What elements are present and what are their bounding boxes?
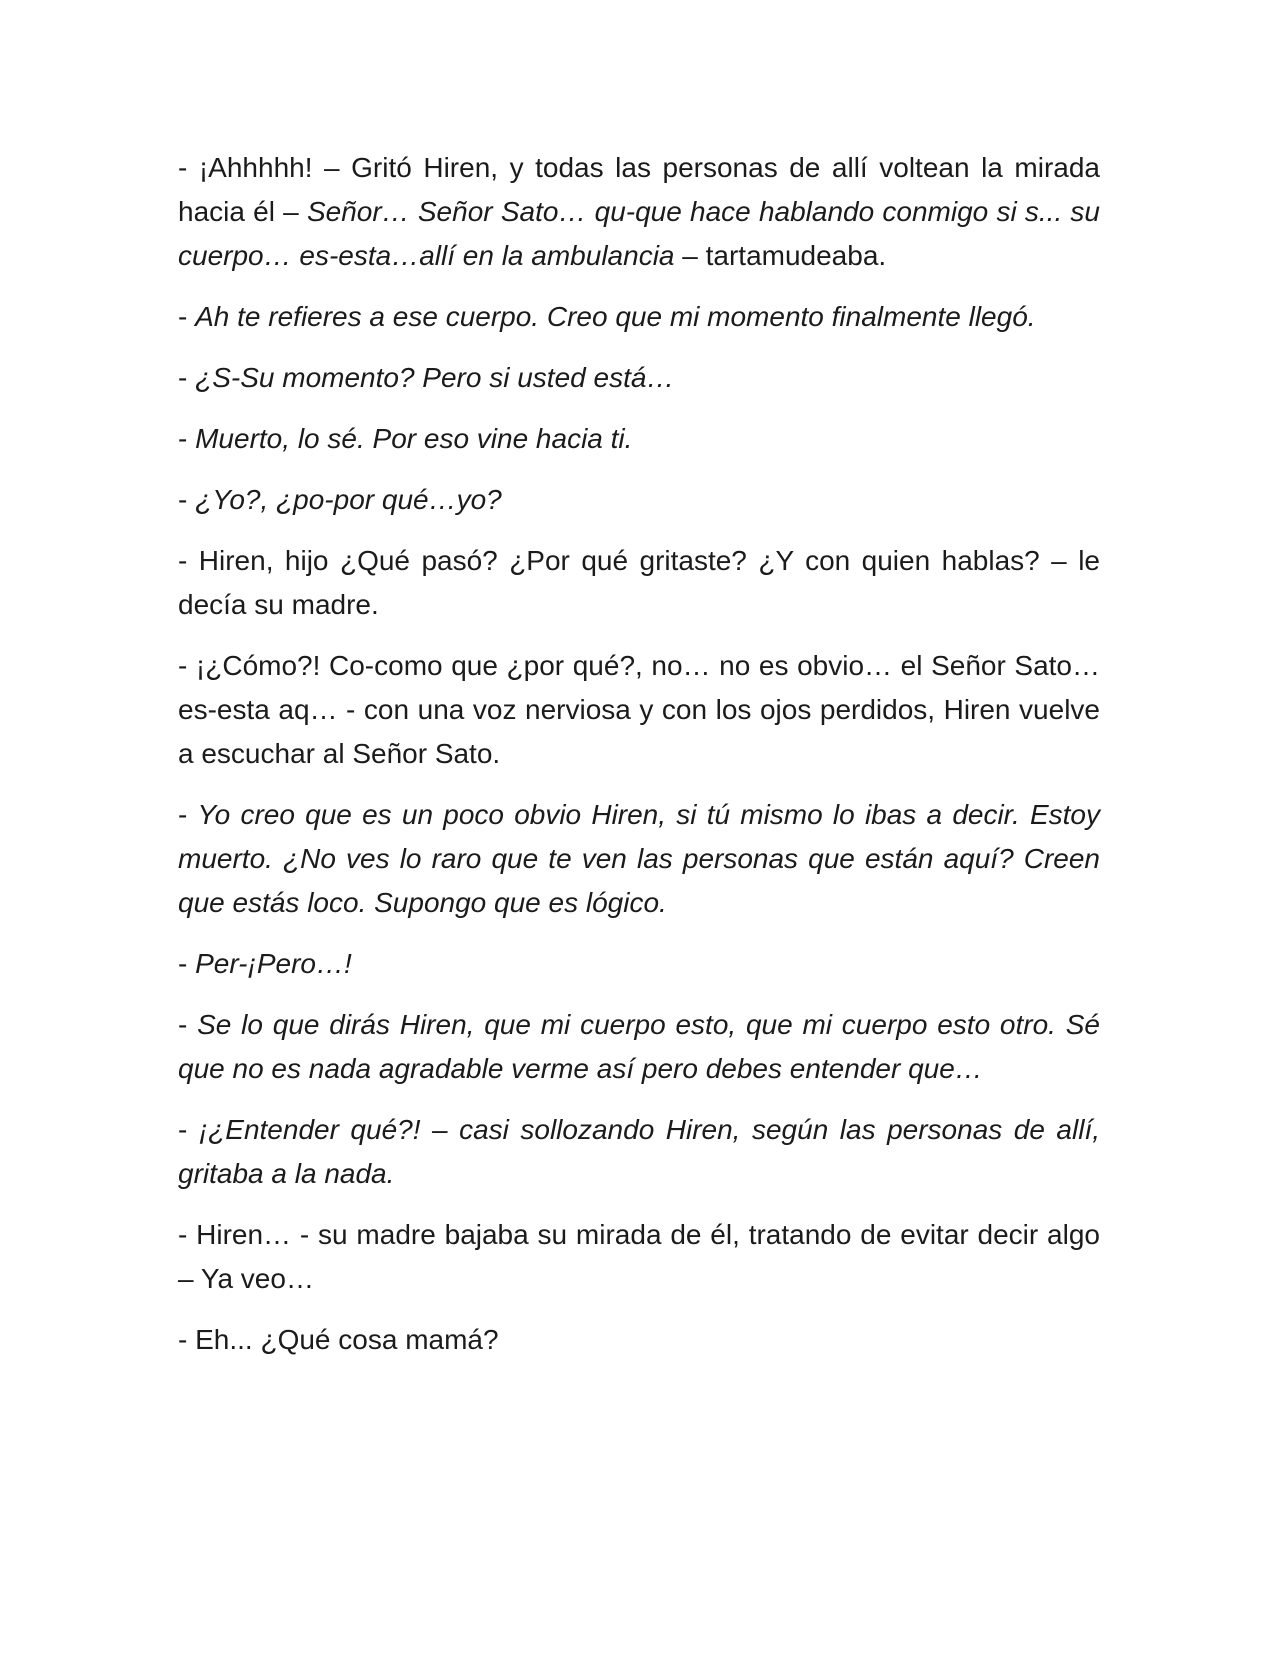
paragraph-9: [178, 942, 1100, 986]
paragraph-text-italic: ¿Yo?, ¿po-por qué…yo?: [195, 484, 502, 515]
paragraph-text: - ¡Ahhhhh! – Gritó Hiren, y todas las personas de allí voltean la mirada hacia él –: [178, 152, 1100, 227]
paragraph-text: – tartamudeaba.: [674, 240, 887, 271]
paragraph-text: -: [178, 1114, 199, 1145]
paragraph-text-italic: Se lo que dirás Hiren, que mi cuerpo esto, que mi cuerpo esto otro. Sé que no es nada agradable verme así pero debes entender que…: [178, 1009, 1100, 1084]
paragraph-text-italic: Ah te refieres a ese cuerpo. Creo que mi momento finalmente llegó.: [195, 301, 1036, 332]
paragraph-text-italic: ¿S-Su momento? Pero si usted está…: [195, 362, 675, 393]
paragraph-text: -: [178, 362, 196, 393]
paragraph-text-italic: Señor… Señor Sato… qu-que hace hablando conmigo si s... su cuerpo… es-esta…allí en la ambulancia: [178, 196, 1101, 271]
paragraph-6: [178, 539, 1100, 627]
paragraph-text-italic: Per-¡Pero…!: [195, 948, 352, 979]
paragraph-1: [178, 146, 1100, 278]
paragraph-8: [178, 793, 1100, 925]
paragraph-text: - Hiren, hijo ¿Qué pasó? ¿Por qué gritaste? ¿Y con quien hablas? – le decía su madre.: [178, 545, 1100, 620]
paragraph-5: [178, 478, 1100, 522]
paragraph-text-italic: Muerto, lo sé. Por eso vine hacia ti.: [195, 423, 633, 454]
paragraph-text: -: [178, 799, 198, 830]
paragraph-text: -: [178, 484, 196, 515]
paragraph-text: -: [178, 301, 196, 332]
paragraph-7: [178, 644, 1100, 776]
paragraph-text-italic: Yo creo que es un poco obvio Hiren, si tú mismo lo ibas a decir. Estoy muerto. ¿No ves lo raro que te ven las personas que están aquí? Creen que estás loco. Supongo que es lógico.: [178, 799, 1100, 918]
paragraph-3: [178, 356, 1100, 400]
paragraph-text: - Eh... ¿Qué cosa mamá?: [178, 1324, 499, 1355]
paragraph-10: [178, 1003, 1100, 1091]
paragraph-text-italic: ¡¿Entender qué?! – casi sollozando Hiren, según las personas de allí, gritaba a la nada.: [178, 1114, 1101, 1189]
paragraph-11: [178, 1108, 1100, 1196]
paragraph-text: -: [178, 1009, 198, 1040]
paragraph-12: [178, 1213, 1100, 1301]
document-page: [178, 146, 1100, 1379]
paragraph-text: -: [178, 423, 196, 454]
paragraph-13: [178, 1318, 1100, 1362]
paragraph-text: - ¡¿Cómo?! Co-como que ¿por qué?, no… no es obvio… el Señor Sato… es-esta aq… - con una voz nerviosa y con los ojos perdidos, Hiren vuelve a escuchar al Señor Sato.: [178, 650, 1100, 769]
paragraph-text: -: [178, 948, 196, 979]
paragraph-text: - Hiren… - su madre bajaba su mirada de él, tratando de evitar decir algo – Ya veo…: [178, 1219, 1100, 1294]
paragraph-2: [178, 295, 1100, 339]
paragraph-4: [178, 417, 1100, 461]
